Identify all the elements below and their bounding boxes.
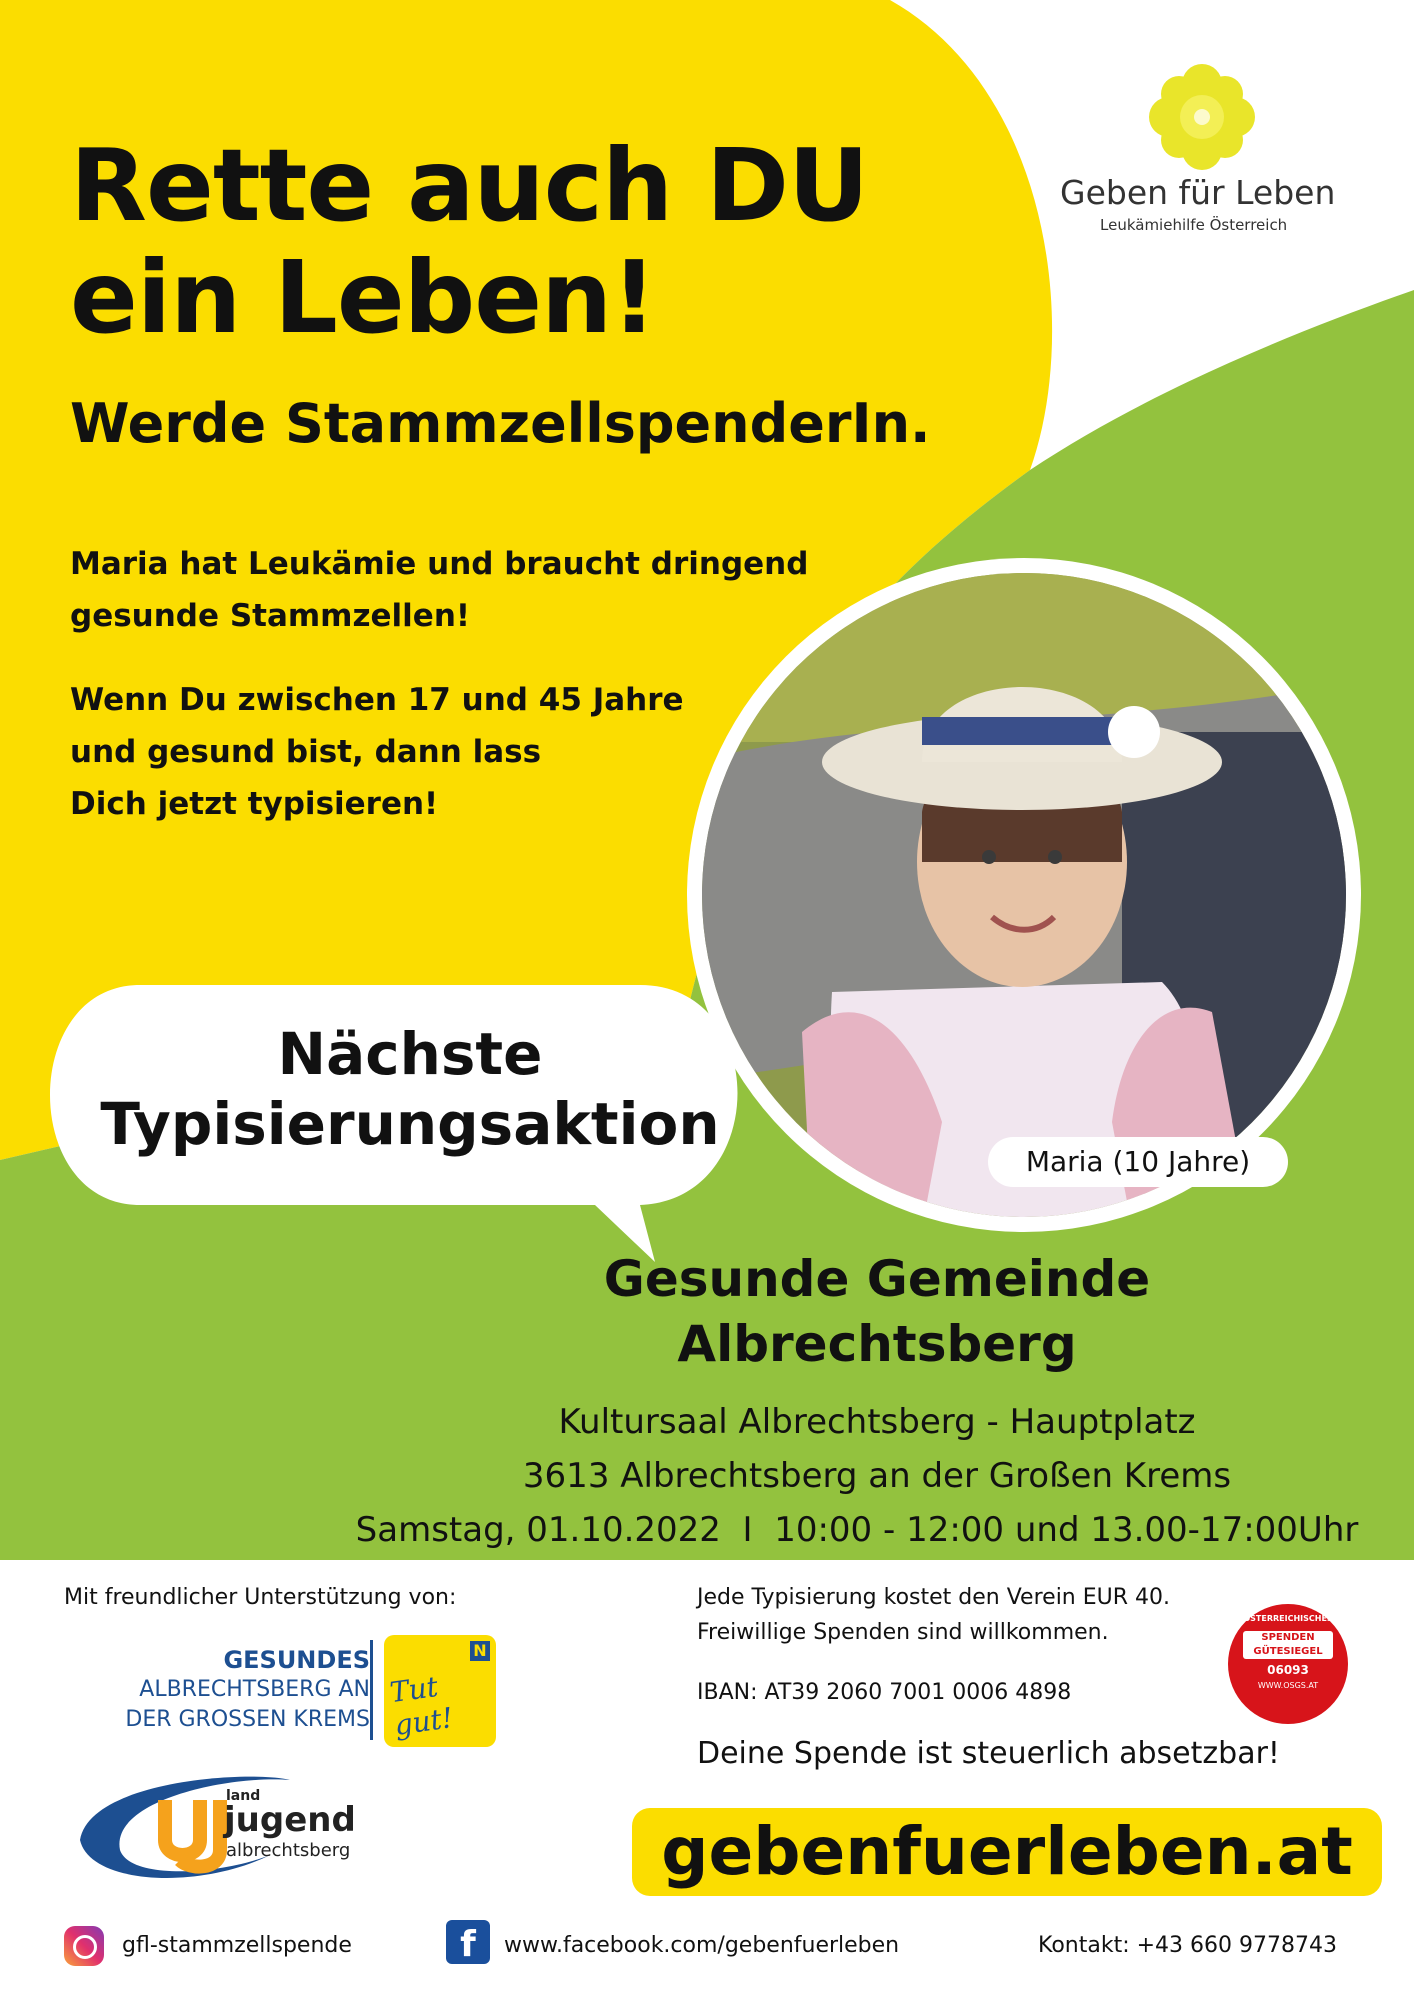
logo-name: Geben für Leben <box>1060 173 1336 212</box>
lj-jugend: jugend <box>224 1800 356 1840</box>
seal-mid2: GÜTESIEGEL <box>1253 1646 1323 1657</box>
bubble-line-1: Nächste <box>277 1020 543 1088</box>
headline-line-1: Rette auch DU <box>70 127 869 244</box>
contact-phone[interactable]: Kontakt: +43 660 9778743 <box>1038 1933 1337 1958</box>
bubble-line-2: Typisierungsaktion <box>100 1090 720 1158</box>
divider <box>370 1640 373 1740</box>
instagram-icon[interactable] <box>64 1926 104 1966</box>
tutgut-logo <box>384 1635 496 1747</box>
gesundes-line3: DER GROSSEN KREMS <box>125 1707 370 1732</box>
event-org-line1: Gesunde Gemeinde <box>603 1250 1151 1308</box>
seal-top: ÖSTERREICHISCHES <box>1243 1614 1333 1623</box>
seal-mid1: SPENDEN <box>1261 1632 1315 1643</box>
lj-land: land <box>226 1788 261 1804</box>
tax-deductible: Deine Spende ist steuerlich absetzbar! <box>697 1736 1280 1771</box>
landjugend-logo <box>70 1760 410 1880</box>
tutgut-text: Tut gut! <box>387 1669 455 1742</box>
event-datetime: Samstag, 01.10.2022 I 10:00 - 12:00 und 13.00-17:00Uhr <box>355 1510 1359 1550</box>
seal-band <box>1243 1631 1333 1659</box>
support-label: Mit freundlicher Unterstützung von: <box>64 1585 457 1610</box>
photo-caption: Maria (10 Jahre) <box>988 1137 1288 1187</box>
event-address: 3613 Albrechtsberg an der Großen Krems <box>522 1456 1232 1496</box>
gesundes-line1: GESUNDES <box>223 1646 370 1674</box>
intro-p2-line3: Dich jetzt typisieren! <box>70 786 439 822</box>
gesundes-logo <box>60 1645 370 1735</box>
flower-icon <box>1147 62 1257 172</box>
event-org-line2: Albrechtsberg <box>677 1315 1077 1373</box>
seal-number: 06093 <box>1267 1663 1309 1677</box>
intro-paragraph-2 <box>70 674 684 830</box>
donation-cost-line1: Jede Typisierung kostet den Verein EUR 40. <box>697 1585 1171 1610</box>
intro-p1-line2: gesunde Stammzellen! <box>70 598 471 634</box>
donation-seal <box>1228 1604 1348 1724</box>
donation-cost-line2: Freiwillige Spenden sind willkommen. <box>697 1620 1109 1645</box>
headline-line-2: ein Leben! <box>70 239 656 356</box>
gesundes-line2: ALBRECHTSBERG AN <box>139 1677 370 1702</box>
intro-p1-line1: Maria hat Leukämie und braucht dringend <box>70 546 809 582</box>
headline <box>70 127 869 356</box>
website-link[interactable]: gebenfuerleben.at <box>661 1813 1353 1890</box>
lj-place: albrechtsberg <box>226 1840 351 1861</box>
facebook-icon[interactable]: f <box>446 1920 490 1964</box>
iban: IBAN: AT39 2060 7001 0006 4898 <box>697 1680 1072 1705</box>
seal-bottom: WWW.OSGS.AT <box>1257 1681 1319 1690</box>
event-venue: Kultursaal Albrechtsberg - Hauptplatz <box>558 1402 1196 1442</box>
subheadline: Werde StammzellspenderIn. <box>70 392 931 455</box>
logo-tagline: Leukämiehilfe Österreich <box>1100 216 1288 234</box>
portrait-photo <box>692 562 1356 1228</box>
facebook-link[interactable]: www.facebook.com/gebenfuerleben <box>504 1933 900 1958</box>
intro-p2-line1: Wenn Du zwischen 17 und 45 Jahre <box>70 682 684 718</box>
intro-p2-line2: und gesund bist, dann lass <box>70 734 542 770</box>
instagram-handle[interactable]: gfl-stammzellspende <box>122 1933 352 1958</box>
tutgut-badge: N <box>470 1641 490 1661</box>
